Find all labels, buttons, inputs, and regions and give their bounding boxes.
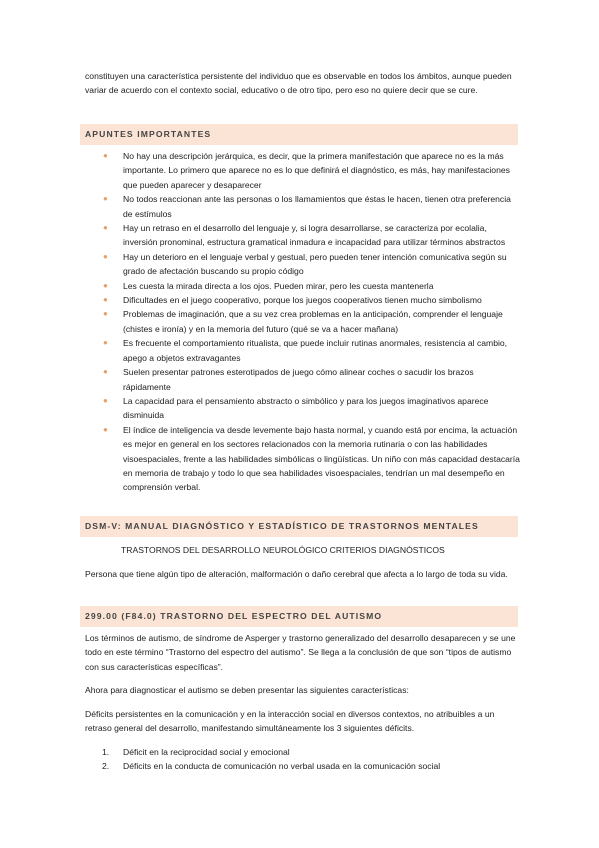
tea-paragraph-1: Los términos de autismo, de síndrome de Asperger y trastorno generalizado del desarrollo desaparecen y se une todo en este término “Trastorno del espectro del autismo”. Se llega a la conclusión de que son “tipos de autismo con sus características específicas”. (85, 633, 516, 672)
bullet-icon: ● (103, 280, 108, 290)
bullet-icon: ● (103, 194, 108, 204)
list-item: ● El índice de inteligencia va desde levemente bajo hasta normal, y cuando está por encima, la actuación es mejor en general en los sectores relacionados con la memoria rutinaria o con las habilidades visoespaciales, frente a las habilidades simbólicas o lingüísticas. Un niño con más capacidad destacaría en memoria de trabajo y todo lo que sea habilidades visoespaciales, tendrían un mal desempeño en comprensión verbal. (103, 424, 520, 493)
tea-paragraph-3: Déficits persistentes en la comunicación y en la interacción social en diversos contextos, no atribuibles a un retraso general del desarrollo, manifestando simultáneamente los 3 siguientes déficits. (85, 709, 495, 734)
list-item: 1. Déficit en la reciprocidad social y emocional (80, 745, 520, 759)
bullet-icon: ● (103, 309, 108, 319)
section-heading-dsm: DSM-V: MANUAL DIAGNÓSTICO Y ESTADÍSTICO DE TRASTORNOS MENTALES (80, 516, 518, 537)
list-number: 2. (102, 761, 110, 772)
bullet-icon: ● (103, 223, 108, 233)
list-number: 1. (102, 747, 110, 757)
list-item: ● No hay una descripción jerárquica, es decir, que la primera manifestación que aparece no es la más importante. Lo primero que aparece no es lo que definirá el diagnóstico, es más, hay manifestaciones que pueden aparecer y desaparecer (103, 151, 510, 190)
bullet-icon: ● (103, 295, 108, 305)
list-item: ● La capacidad para el pensamiento abstracto o simbólico y para los juegos imaginativos aparece disminuida (103, 395, 489, 421)
list-item: 2. Déficits en la conducta de comunicación no verbal usada en la comunicación social (80, 759, 520, 773)
dsm-subtitle: TRASTORNOS DEL DESARROLLO NEUROLÓGICO CRITERIOS DIAGNÓSTICOS (121, 545, 445, 555)
list-item: ● Problemas de imaginación, que a su vez crea problemas en la anticipación, comprender el lenguaje (chistes e ironía) y en la memoria del futuro (qué se va a hacer mañana) (103, 309, 503, 334)
bullet-icon: ● (103, 151, 108, 160)
section-heading-tea: 299.00 (F84.0) TRASTORNO DEL ESPECTRO DEL AUTISMO (80, 606, 518, 627)
bullet-icon: ● (103, 424, 108, 434)
list-item: ● Hay un retraso en el desarrollo del lenguaje y, si logra desarrollarse, se caracteriza por ecolalia, inversión pronominal, estructura gramatical inmadura e incapacidad para utilizar términos abstractos (103, 223, 506, 248)
list-item: ● Les cuesta la mirada directa a los ojos. Pueden mirar, pero les cuesta mantenerla (80, 279, 520, 293)
deficits-numbered-list (80, 745, 520, 774)
list-item: ● No todos reaccionan ante las personas o los llamamientos que éstas le hacen, tienen otra preferencia de estímulos (103, 194, 511, 219)
bullet-icon: ● (103, 367, 108, 377)
bullet-icon: ● (103, 251, 108, 261)
dsm-paragraph: Persona que tiene algún tipo de alteración, malformación o daño cerebral que afecta a lo largo de toda su vida. (85, 569, 508, 579)
bullet-icon: ● (103, 395, 108, 405)
list-item: ● Hay un deterioro en el lenguaje verbal y gestual, pero pueden tener intención comunicativa según su grado de afectación buscando su propio código (103, 251, 507, 277)
list-item: ● Es frecuente el comportamiento ritualista, que puede incluir rutinas anormales, resistencia al cambio, apego a objetos extravagantes (103, 338, 508, 363)
notes-bullet-list (80, 149, 520, 495)
intro-paragraph: constituyen una característica persistente del individuo que es observable en todos los ámbitos, aunque pueden variar de acuerdo con el contexto social, educativo o de otro tipo, pero eso no quiere decir que se cure. (85, 71, 512, 96)
bullet-icon: ● (103, 338, 108, 348)
tea-paragraph-2: Ahora para diagnosticar el autismo se deben presentar las siguientes características: (85, 685, 409, 695)
list-item: ● Suelen presentar patrones esterotipados de juego cómo alinear coches o sacudir los brazos rápidamente (103, 367, 474, 392)
section-heading-apuntes: APUNTES IMPORTANTES (80, 124, 518, 145)
list-item: ● Dificultades en el juego cooperativo, porque los juegos cooperativos tienen mucho simbolismo (80, 293, 520, 307)
